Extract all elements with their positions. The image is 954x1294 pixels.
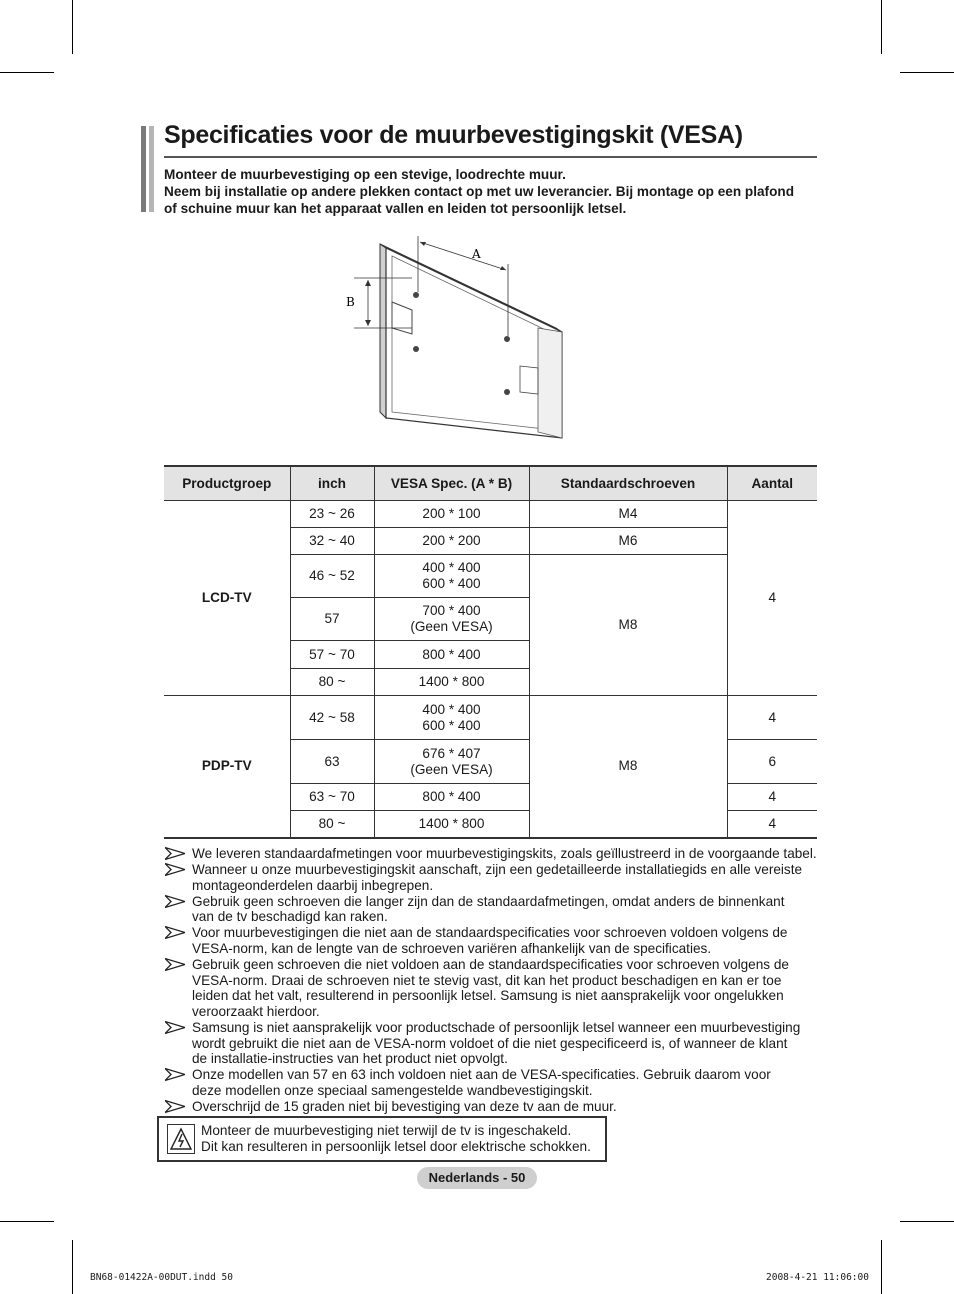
warning-box (157, 1116, 607, 1162)
inch-cell: 32 ~ 40 (290, 528, 374, 555)
header-productgroep: Productgroep (164, 466, 290, 501)
vesa-cell: 200 * 200 (374, 528, 529, 555)
title-accent-bar (141, 126, 146, 212)
inch-cell: 57 ~ 70 (290, 641, 374, 669)
header-vesa: VESA Spec. (A * B) (374, 466, 529, 501)
vesa-cell: 676 * 407 (Geen VESA) (374, 740, 529, 784)
arrow-bullet-icon (165, 1020, 185, 1035)
list-item: Overschrijd de 15 graden niet bij bevestiging van deze tv aan de muur. (164, 1099, 824, 1115)
crop-mark (900, 72, 954, 73)
list-item: We leveren standaardafmetingen voor muurbevestigingskits, zoals geïllustreerd in de voorgaande tabel. (164, 846, 824, 862)
vesa-cell: 800 * 400 (374, 641, 529, 669)
title-rule (164, 156, 817, 158)
warning-text: Monteer de muurbevestiging niet terwijl de tv is ingeschakeld. Dit kan resulteren in persoonlijk letsel door elektrische schokken. (201, 1123, 591, 1154)
quantity-cell: 4 (727, 811, 817, 838)
vesa-cell: 1400 * 800 (374, 669, 529, 696)
vesa-cell: 400 * 400 600 * 400 (374, 555, 529, 598)
crop-mark (881, 0, 882, 54)
arrow-bullet-icon (165, 862, 185, 877)
arrow-bullet-icon (165, 846, 185, 861)
warning-icon (167, 1124, 195, 1154)
list-item: Onze modellen van 57 en 63 inch voldoen niet aan de VESA-specificaties. Gebruik daarom voor deze modellen onze speciaal samengestelde wandbevestigingskit. (164, 1067, 824, 1098)
list-item: Gebruik geen schroeven die niet voldoen aan de standaardspecificaties voor schroeven volgens de VESA-norm. Draai de schroeven niet te stevig vast, dit kan het product beschadigen en kan er toe leiden dat het valt, resulterend in persoonlijk letsel. Samsung is niet aansprakelijk voor ongelukken veroorzaakt hierdoor. (164, 957, 824, 1019)
intro-line: Monteer de muurbevestiging op een stevige, loodrechte muur. (164, 167, 566, 182)
inch-cell: 80 ~ (290, 811, 374, 838)
vesa-cell: 700 * 400 (Geen VESA) (374, 598, 529, 641)
screw-cell: M4 (529, 501, 727, 528)
vesa-cell: 800 * 400 (374, 784, 529, 811)
intro-text (164, 166, 824, 217)
arrow-bullet-icon (165, 925, 185, 940)
screw-cell: M6 (529, 528, 727, 555)
inch-cell: 63 ~ 70 (290, 784, 374, 811)
dimension-b-label: B (346, 295, 355, 309)
inch-cell: 46 ~ 52 (290, 555, 374, 598)
page-title: Specificaties voor de muurbevestigingskit (VESA) (164, 121, 743, 149)
crop-mark (900, 1221, 954, 1222)
footer-file-info: BN68-01422A-00DUT.indd 50 (90, 1272, 233, 1283)
group-lcd: LCD-TV (164, 501, 290, 696)
dimension-a-label: A (472, 247, 481, 261)
arrow-bullet-icon (165, 894, 185, 909)
inch-cell: 57 (290, 598, 374, 641)
inch-cell: 42 ~ 58 (290, 696, 374, 740)
header-quantity: Aantal (727, 466, 817, 501)
table-header-row (164, 466, 817, 501)
arrow-bullet-icon (165, 957, 185, 972)
crop-mark (0, 1221, 54, 1222)
list-item: Samsung is niet aansprakelijk voor productschade of persoonlijk letsel wanneer een muurbevestiging wordt gebruikt die niet aan de VESA-norm voldoet of die niet gespecificeerd is, of wanneer de klant de installatie-instructies van het product niet opvolgt. (164, 1020, 824, 1067)
vesa-cell: 1400 * 800 (374, 811, 529, 838)
quantity-cell: 6 (727, 740, 817, 784)
vesa-spec-table (164, 465, 817, 839)
inch-cell: 63 (290, 740, 374, 784)
list-item: Wanneer u onze muurbevestigingskit aanschaft, zijn een gedetailleerde installatiegids en alle vereiste montageonderdelen daarbij inbegrepen. (164, 862, 824, 893)
crop-mark (881, 1240, 882, 1294)
quantity-cell: 4 (727, 501, 817, 696)
footer-timestamp: 2008-4-21 11:06:00 (766, 1272, 869, 1283)
crop-mark (0, 72, 54, 73)
group-pdp: PDP-TV (164, 696, 290, 838)
header-inch: inch (290, 466, 374, 501)
inch-cell: 80 ~ (290, 669, 374, 696)
crop-mark (72, 1240, 73, 1294)
table-row (164, 696, 817, 740)
intro-line: Neem bij installatie op andere plekken contact op met uw leverancier. Bij montage op een plafond (164, 184, 794, 199)
arrow-bullet-icon (165, 1099, 185, 1114)
intro-line: of schuine muur kan het apparaat vallen en leiden tot persoonlijk letsel. (164, 201, 627, 216)
table-row (164, 501, 817, 528)
inch-cell: 23 ~ 26 (290, 501, 374, 528)
header-screws: Standaardschroeven (529, 466, 727, 501)
tv-mount-diagram (340, 232, 580, 447)
list-item: Voor muurbevestigingen die niet aan de standaardspecificaties voor schroeven voldoen volgens de VESA-norm, kan de lengte van de schroeven variëren afhankelijk van de specificaties. (164, 925, 824, 956)
notes-list (164, 846, 824, 1115)
screw-cell: M8 (529, 696, 727, 838)
arrow-bullet-icon (165, 1067, 185, 1082)
page-number-label: Nederlands - 50 (417, 1167, 537, 1189)
vesa-cell: 200 * 100 (374, 501, 529, 528)
quantity-cell: 4 (727, 696, 817, 740)
title-accent-bar (149, 126, 154, 212)
quantity-cell: 4 (727, 784, 817, 811)
crop-mark (72, 0, 73, 54)
vesa-cell: 400 * 400 600 * 400 (374, 696, 529, 740)
screw-cell: M8 (529, 555, 727, 696)
list-item: Gebruik geen schroeven die langer zijn dan de standaardafmetingen, omdat anders de binnenkant van de tv beschadigd kan raken. (164, 894, 824, 925)
